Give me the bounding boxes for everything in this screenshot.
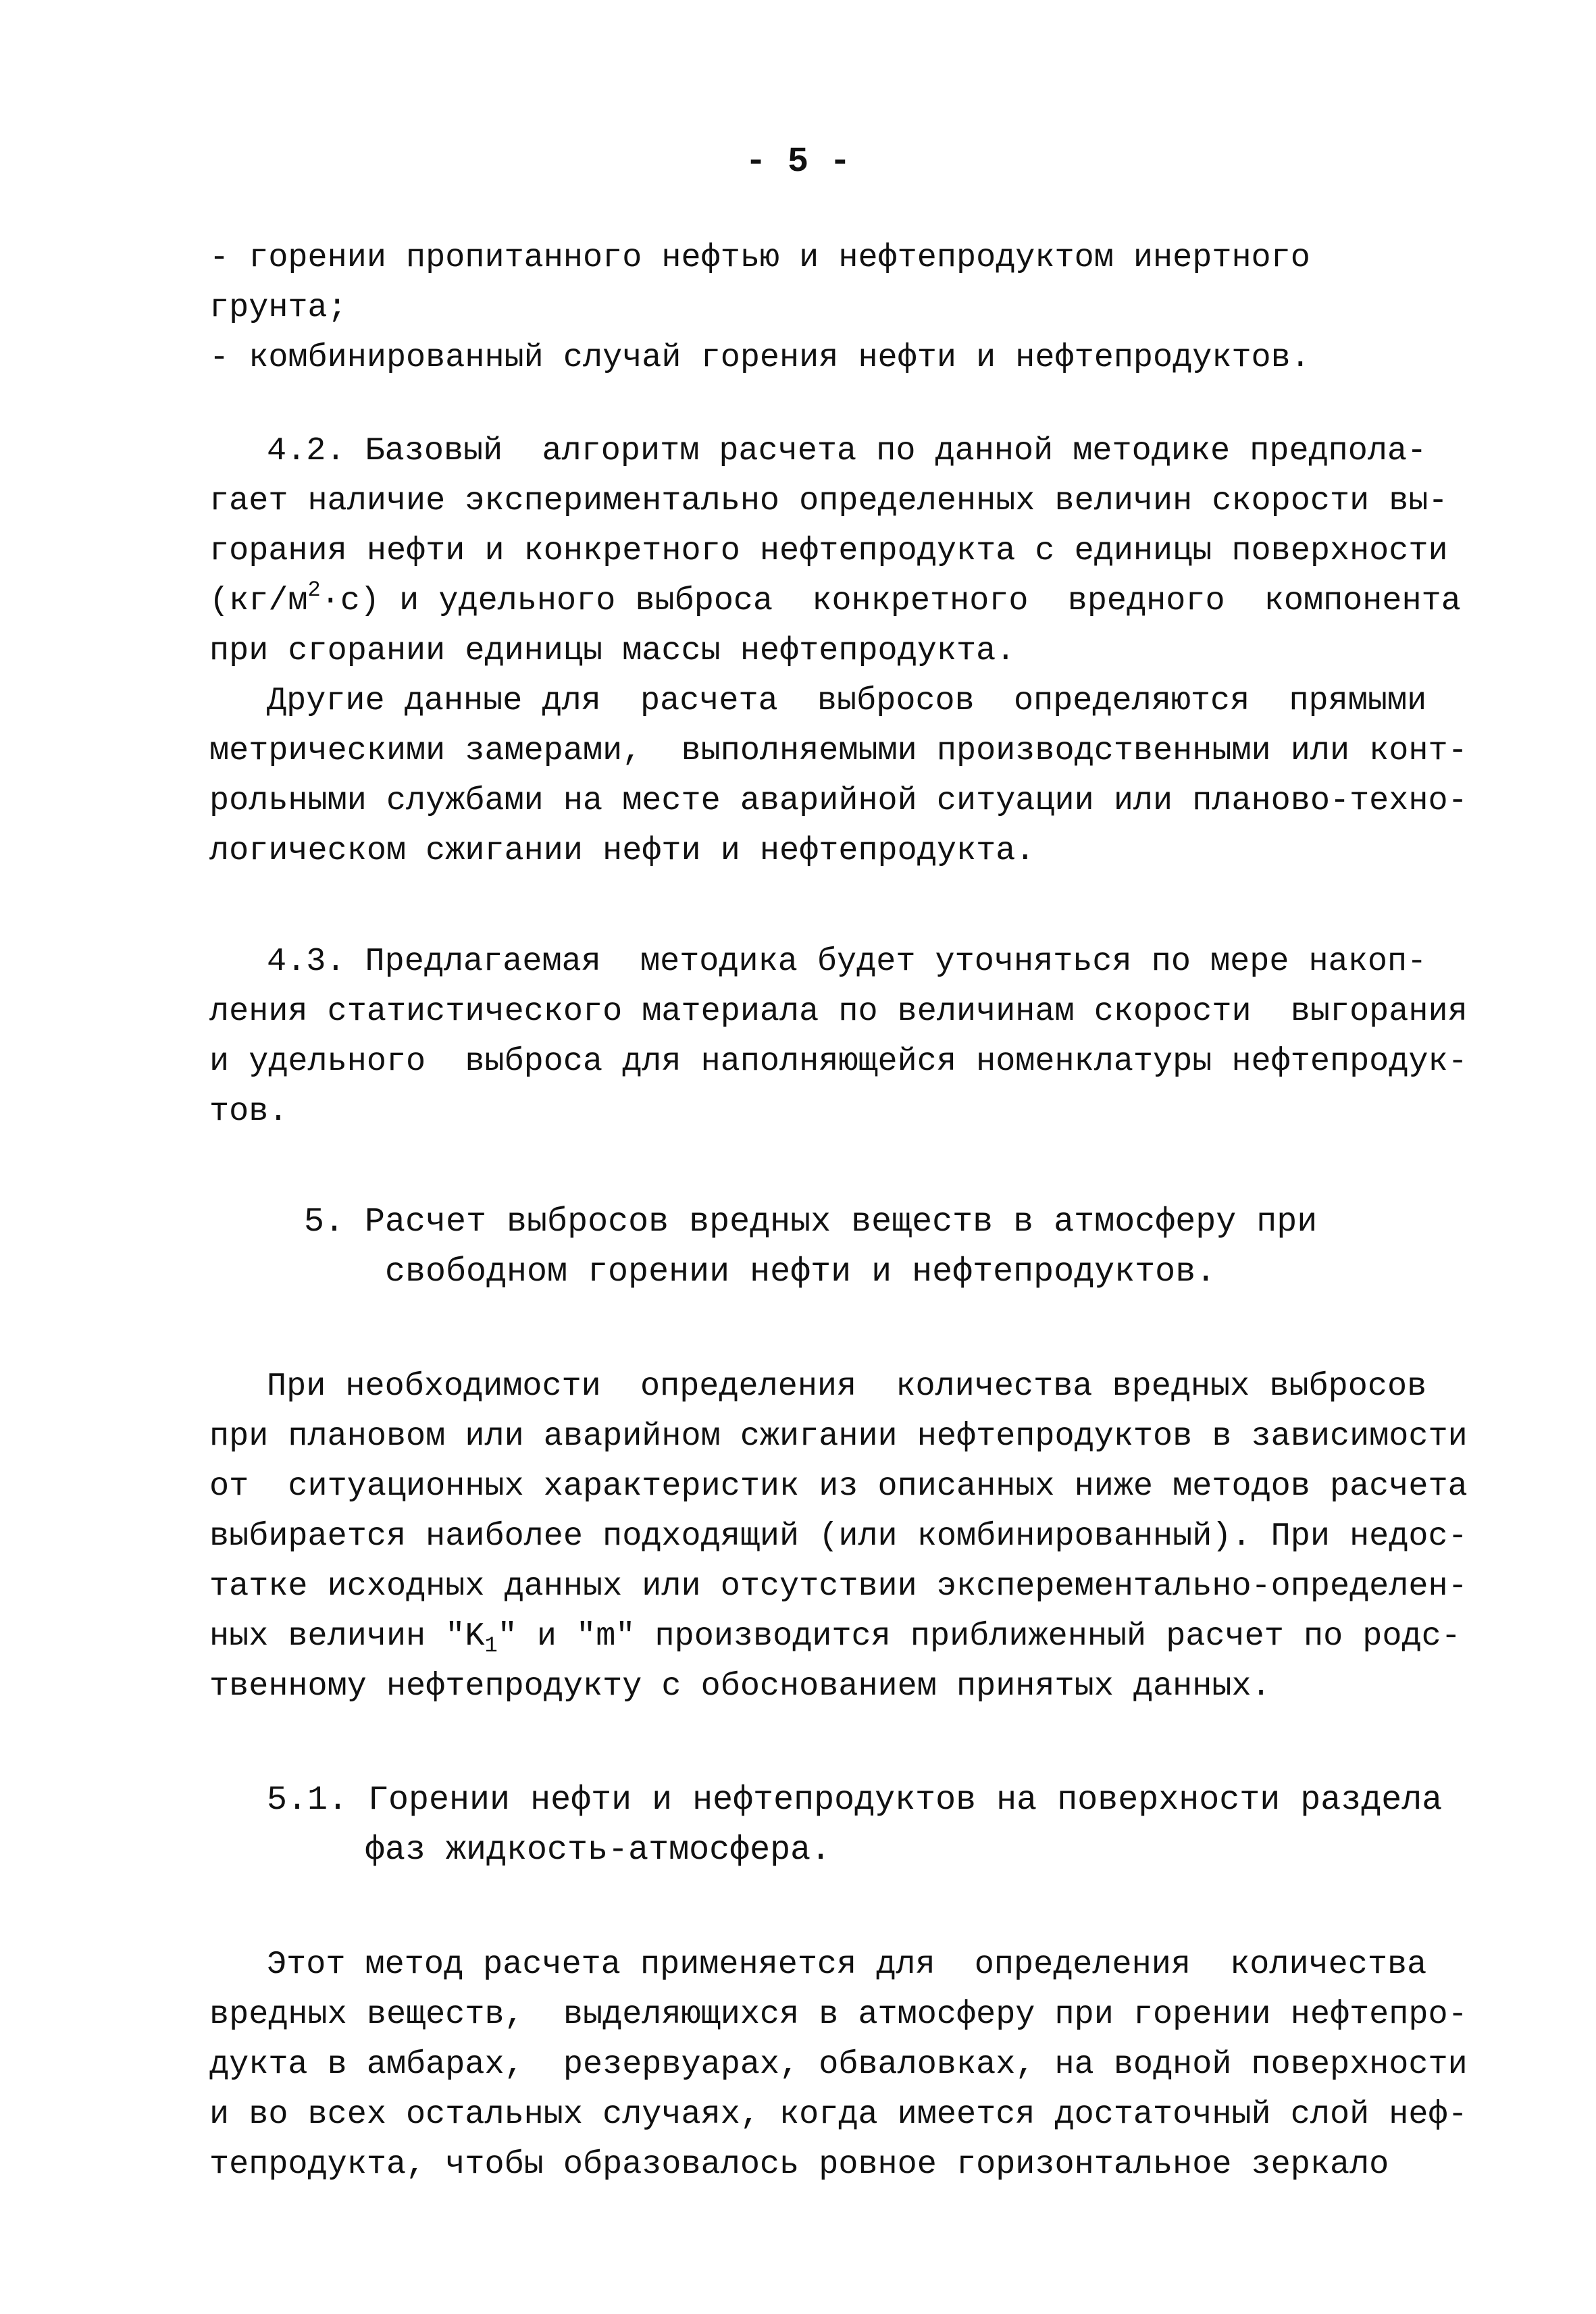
- heading-line: 5. Расчет выбросов вредных веществ в атмосферу при: [304, 1203, 1318, 1241]
- text-line: дукта в амбарах, резервуарах, обваловках, на водной поверхности: [209, 2046, 1468, 2083]
- text-line: грунта;: [209, 289, 347, 326]
- text-line: рольными службами на месте аварийной ситуации или планово-техно-: [209, 782, 1468, 819]
- heading-line: фаз жидкость-атмосфера.: [365, 1831, 831, 1870]
- page-number: - 5 -: [745, 142, 851, 182]
- text-line: Этот метод расчета применяется для определения количества: [267, 1946, 1427, 1983]
- text-line: логическом сжигании нефти и нефтепродукта.: [209, 832, 1035, 869]
- text-line: гает наличие экспериментально определенных величин скорости вы-: [209, 482, 1448, 519]
- paragraph-other-data: [209, 676, 1468, 876]
- paragraph-4-3: [209, 937, 1468, 1137]
- paragraph-4-2: [209, 426, 1459, 676]
- paragraph-5: [209, 1362, 1468, 1712]
- text-line: и удельного выброса для наполняющейся номенклатуры нефтепродук-: [209, 1043, 1468, 1080]
- text-line: при плановом или аварийном сжигании нефтепродуктов в зависимости: [209, 1418, 1468, 1455]
- text-line: выбирается наиболее подходящий (или комбинированный). При недос-: [209, 1518, 1468, 1555]
- text-line: - комбинированный случай горения нефти и нефтепродуктов.: [209, 339, 1310, 376]
- heading-line: свободном горении нефти и нефтепродуктов.: [385, 1253, 1216, 1291]
- text-line: от ситуационных характеристик из описанных ниже методов расчета: [209, 1468, 1468, 1505]
- text-line: ления статистического материала по величинам скорости выгорания: [209, 993, 1468, 1030]
- text-line: [209, 1612, 1459, 1662]
- subscript: 1: [484, 1633, 498, 1658]
- text-line: Другие данные для расчета выбросов определяются прямыми: [267, 682, 1427, 719]
- text-line: тов.: [209, 1093, 288, 1130]
- text-line: - горении пропитанного нефтью и нефтепродуктом инертного: [209, 239, 1310, 276]
- text-line: вредных веществ, выделяющихся в атмосферу при горении нефтепро-: [209, 1996, 1468, 2033]
- superscript: 2: [307, 577, 321, 602]
- text-line: при сгорании единицы массы нефтепродукта.: [209, 632, 1016, 669]
- heading-line: 5.1. Горении нефти и нефтепродуктов на поверхности раздела: [267, 1781, 1443, 1820]
- text-line: горания нефти и конкретного нефтепродукта с единицы поверхности: [209, 532, 1448, 569]
- paragraph-5-1: [209, 1940, 1468, 2190]
- text-line: тепродукта, чтобы образовалось ровное горизонтальное зеркало: [209, 2146, 1389, 2183]
- text-line: [209, 576, 1459, 626]
- text-line: 4.3. Предлагаемая методика будет уточняться по мере накоп-: [267, 943, 1427, 980]
- text-fragment: " и "m" производится приближенный расчет по родс-: [497, 1618, 1461, 1655]
- section-heading-5: [209, 1198, 1459, 1297]
- text-fragment: ·с) и удельного выброса конкретного вредного компонента: [320, 582, 1461, 619]
- document-body: [209, 233, 1468, 2190]
- list-item: [209, 333, 1459, 383]
- text-line: При необходимости определения количества вредных выбросов: [267, 1368, 1427, 1405]
- list-item: [209, 233, 1459, 333]
- text-line: 4.2. Базовый алгоритм расчета по данной методике предпола-: [267, 432, 1427, 469]
- section-heading-5-1: [209, 1776, 1459, 1876]
- text-line: твенному нефтепродукту с обоснованием принятых данных.: [209, 1668, 1271, 1705]
- text-line: метрическими замерами, выполняемыми производственными или конт-: [209, 732, 1468, 769]
- text-fragment: (кг/м: [209, 582, 308, 619]
- text-line: татке исходных данных или отсутствии эксперементально-определен-: [209, 1568, 1468, 1605]
- text-fragment: ных величин "K: [209, 1618, 485, 1655]
- text-line: и во всех остальных случаях, когда имеется достаточный слой неф-: [209, 2096, 1468, 2133]
